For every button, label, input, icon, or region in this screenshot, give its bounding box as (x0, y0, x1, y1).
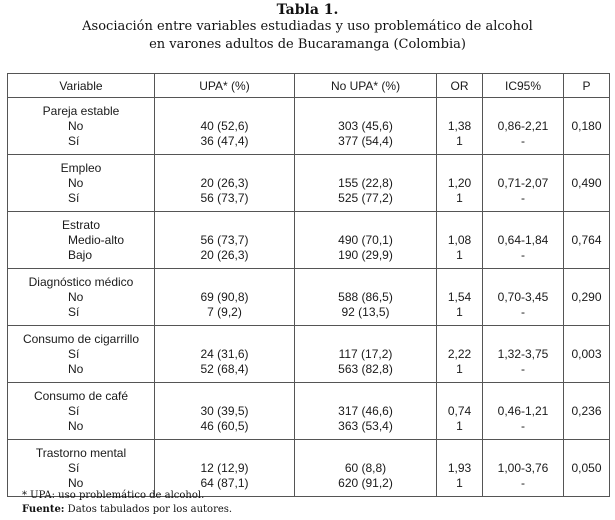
no-upa-cell-stack (295, 275, 436, 320)
source-label: Fuente: (22, 504, 65, 515)
ic95-cell-stack (483, 389, 563, 434)
header-or: OR (437, 74, 483, 98)
upa-cell-value: 20 (26,3) (200, 175, 249, 190)
variable-level: No (68, 475, 84, 490)
upa-cell (155, 440, 295, 497)
variable-cell (8, 326, 155, 383)
ic95-cell-value: 1,00-3,76 (497, 460, 549, 475)
p-value-cell: 0,290 (564, 269, 610, 326)
or-cell-value: 1 (456, 304, 463, 319)
variable-level: Sí (68, 133, 80, 148)
spacer (295, 389, 436, 404)
spacer (155, 161, 294, 176)
no-upa-cell-value: 117 (17,2) (338, 346, 393, 361)
upa-cell-stack (155, 275, 294, 320)
variable-label: Consumo de cigarrillo (22, 331, 140, 346)
no-upa-cell-value: 363 (53,4) (338, 418, 393, 433)
table-row (8, 155, 610, 212)
variable-label: Estrato (61, 217, 100, 232)
or-cell-value: 1 (456, 475, 463, 490)
spacer (155, 389, 294, 404)
upa-cell-value: 12 (12,9) (200, 460, 249, 475)
ic95-cell-value: - (521, 475, 525, 490)
variable-level: Sí (68, 190, 80, 205)
no-upa-cell-value: 60 (8,8) (344, 460, 387, 475)
spacer (295, 218, 436, 233)
or-cell-value: 1,20 (447, 175, 472, 190)
spacer (295, 104, 436, 119)
variable-level: No (68, 175, 84, 190)
ic95-cell-value: 0,64-1,84 (497, 232, 549, 247)
variable-level: Sí (68, 304, 80, 319)
spacer (295, 161, 436, 176)
header-variable: Variable (8, 74, 155, 98)
upa-cell-value: 69 (90,8) (200, 289, 249, 304)
no-upa-cell-value: 620 (91,2) (338, 475, 393, 490)
table-row (8, 98, 610, 155)
upa-cell-stack (155, 218, 294, 263)
variable-stack (8, 332, 154, 377)
ic95-cell (483, 383, 564, 440)
header-upa: UPA* (%) (155, 74, 295, 98)
ic95-cell-value: 0,46-1,21 (497, 403, 549, 418)
upa-cell-value: 7 (9,2) (207, 304, 242, 319)
or-cell-value: 1 (456, 190, 463, 205)
variable-stack (8, 275, 154, 320)
ic95-cell-value: - (521, 190, 525, 205)
table-row (8, 326, 610, 383)
no-upa-cell-stack (295, 332, 436, 377)
spacer (295, 446, 436, 461)
upa-cell (155, 269, 295, 326)
upa-cell-value: 56 (73,7) (200, 190, 249, 205)
footnote-upa: * UPA: uso problemático de alcohol. (22, 490, 205, 501)
ic95-cell-stack (483, 332, 563, 377)
or-cell-value: 1,08 (447, 232, 472, 247)
variable-stack (8, 389, 154, 434)
ic95-cell (483, 326, 564, 383)
table-row (8, 383, 610, 440)
variable-level: No (68, 289, 84, 304)
upa-cell (155, 383, 295, 440)
no-upa-cell-stack (295, 218, 436, 263)
variable-cell (8, 98, 155, 155)
variable-stack (8, 218, 154, 263)
ic95-cell (483, 98, 564, 155)
variable-level: Sí (68, 460, 80, 475)
ic95-cell-value: - (521, 133, 525, 148)
source-text: Datos tabulados por los autores. (64, 504, 233, 515)
or-cell-value: 2,22 (447, 346, 472, 361)
variable-level: Medio-alto (68, 232, 125, 247)
variable-stack (8, 104, 154, 149)
or-cell (437, 212, 483, 269)
variable-label: Trastorno mental (35, 445, 127, 460)
or-cell (437, 269, 483, 326)
variable-level: Sí (68, 346, 80, 361)
spacer (483, 446, 563, 461)
upa-cell-value: 64 (87,1) (200, 475, 249, 490)
table-row (8, 269, 610, 326)
spacer (483, 218, 563, 233)
variable-label: Consumo de café (33, 388, 129, 403)
spacer (295, 332, 436, 347)
or-cell-stack (437, 161, 482, 206)
spacer (483, 332, 563, 347)
upa-cell (155, 98, 295, 155)
or-cell-value: 0,74 (447, 403, 472, 418)
ic95-cell-stack (483, 446, 563, 491)
variable-level: No (68, 118, 84, 133)
upa-cell-stack (155, 161, 294, 206)
variable-cell (8, 269, 155, 326)
ic95-cell-value: 0,71-2,07 (497, 175, 549, 190)
ic95-cell (483, 269, 564, 326)
ic95-cell-value: - (521, 418, 525, 433)
ic95-cell (483, 155, 564, 212)
p-value-cell: 0,050 (564, 440, 610, 497)
no-upa-cell-value: 377 (54,4) (338, 133, 393, 148)
ic95-cell-stack (483, 161, 563, 206)
upa-cell-value: 46 (60,5) (200, 418, 249, 433)
no-upa-cell (295, 383, 437, 440)
variable-stack (8, 161, 154, 206)
ic95-cell-value: - (521, 361, 525, 376)
no-upa-cell-value: 155 (22,8) (338, 175, 393, 190)
spacer (483, 389, 563, 404)
header-ic95: IC95% (483, 74, 564, 98)
or-cell-value: 1 (456, 418, 463, 433)
table-header-row (8, 74, 610, 98)
p-value-cell: 0,003 (564, 326, 610, 383)
variable-stack (8, 446, 154, 491)
p-value-cell: 0,236 (564, 383, 610, 440)
ic95-cell-stack (483, 218, 563, 263)
variable-level: Bajo (68, 247, 93, 262)
upa-cell (155, 326, 295, 383)
spacer (483, 161, 563, 176)
spacer (483, 104, 563, 119)
ic95-cell (483, 440, 564, 497)
upa-cell-value: 36 (47,4) (200, 133, 249, 148)
spacer (437, 332, 482, 347)
upa-cell-value: 40 (52,6) (200, 118, 249, 133)
or-cell-value: 1,54 (447, 289, 472, 304)
spacer (155, 332, 294, 347)
ic95-cell-value: - (521, 304, 525, 319)
p-value-cell: 0,180 (564, 98, 610, 155)
spacer (155, 104, 294, 119)
ic95-cell-stack (483, 104, 563, 149)
or-cell-stack (437, 218, 482, 263)
spacer (437, 104, 482, 119)
upa-cell-stack (155, 332, 294, 377)
no-upa-cell-value: 525 (77,2) (338, 190, 393, 205)
header-no-upa: No UPA* (%) (295, 74, 437, 98)
no-upa-cell-value: 303 (45,6) (338, 118, 393, 133)
or-cell-stack (437, 275, 482, 320)
spacer (437, 275, 482, 290)
ic95-cell-value: - (521, 247, 525, 262)
header-p: P (564, 74, 610, 98)
p-value-cell: 0,490 (564, 155, 610, 212)
ic95-cell-value: 0,86-2,21 (497, 118, 549, 133)
variable-cell (8, 440, 155, 497)
upa-cell-stack (155, 104, 294, 149)
variable-level: No (68, 418, 84, 433)
or-cell-stack (437, 446, 482, 491)
ic95-cell-value: 1,32-3,75 (497, 346, 549, 361)
variable-label: Empleo (60, 160, 102, 175)
variable-cell (8, 212, 155, 269)
or-cell (437, 98, 483, 155)
or-cell (437, 155, 483, 212)
upa-cell-value: 30 (39,5) (200, 403, 249, 418)
or-cell (437, 326, 483, 383)
no-upa-cell-value: 92 (13,5) (341, 304, 390, 319)
or-cell-value: 1 (456, 133, 463, 148)
ic95-cell (483, 212, 564, 269)
upa-cell-stack (155, 389, 294, 434)
upa-cell (155, 212, 295, 269)
spacer (155, 275, 294, 290)
or-cell (437, 383, 483, 440)
upa-cell-value: 56 (73,7) (200, 232, 249, 247)
or-cell-stack (437, 104, 482, 149)
upa-cell (155, 155, 295, 212)
footnote-source (22, 504, 232, 515)
no-upa-cell (295, 269, 437, 326)
no-upa-cell-value: 490 (70,1) (338, 232, 393, 247)
upa-cell-value: 20 (26,3) (200, 247, 249, 262)
no-upa-cell-stack (295, 389, 436, 434)
no-upa-cell (295, 440, 437, 497)
spacer (437, 161, 482, 176)
p-value-cell: 0,764 (564, 212, 610, 269)
upa-cell-value: 52 (68,4) (200, 361, 249, 376)
or-cell-stack (437, 332, 482, 377)
table-caption-line-1: Asociación entre variables estudiadas y uso problemático de alcohol (82, 19, 533, 34)
variable-level: No (68, 361, 84, 376)
table-row (8, 212, 610, 269)
spacer (437, 446, 482, 461)
no-upa-cell-stack (295, 161, 436, 206)
variable-label: Pareja estable (42, 103, 120, 118)
no-upa-cell (295, 98, 437, 155)
table-caption-title: Tabla 1. (276, 2, 339, 18)
variable-cell (8, 383, 155, 440)
spacer (437, 389, 482, 404)
or-cell-value: 1,93 (447, 460, 472, 475)
no-upa-cell (295, 155, 437, 212)
or-cell-value: 1 (456, 361, 463, 376)
spacer (295, 275, 436, 290)
no-upa-cell (295, 212, 437, 269)
association-table (7, 73, 610, 497)
or-cell-value: 1,38 (447, 118, 472, 133)
ic95-cell-stack (483, 275, 563, 320)
no-upa-cell-stack (295, 104, 436, 149)
no-upa-cell-value: 190 (29,9) (338, 247, 393, 262)
variable-label: Diagnóstico médico (28, 274, 134, 289)
or-cell (437, 440, 483, 497)
spacer (437, 218, 482, 233)
no-upa-cell-value: 563 (82,8) (338, 361, 393, 376)
no-upa-cell-stack (295, 446, 436, 491)
no-upa-cell-value: 317 (46,6) (338, 403, 393, 418)
no-upa-cell (295, 326, 437, 383)
ic95-cell-value: 0,70-3,45 (497, 289, 549, 304)
upa-cell-stack (155, 446, 294, 491)
variable-level: Sí (68, 403, 80, 418)
table-caption-line-2: en varones adultos de Bucaramanga (Colombia) (149, 37, 466, 52)
spacer (483, 275, 563, 290)
table-row (8, 440, 610, 497)
upa-cell-value: 24 (31,6) (200, 346, 249, 361)
spacer (155, 446, 294, 461)
or-cell-stack (437, 389, 482, 434)
no-upa-cell-value: 588 (86,5) (338, 289, 393, 304)
variable-cell (8, 155, 155, 212)
or-cell-value: 1 (456, 247, 463, 262)
spacer (155, 218, 294, 233)
